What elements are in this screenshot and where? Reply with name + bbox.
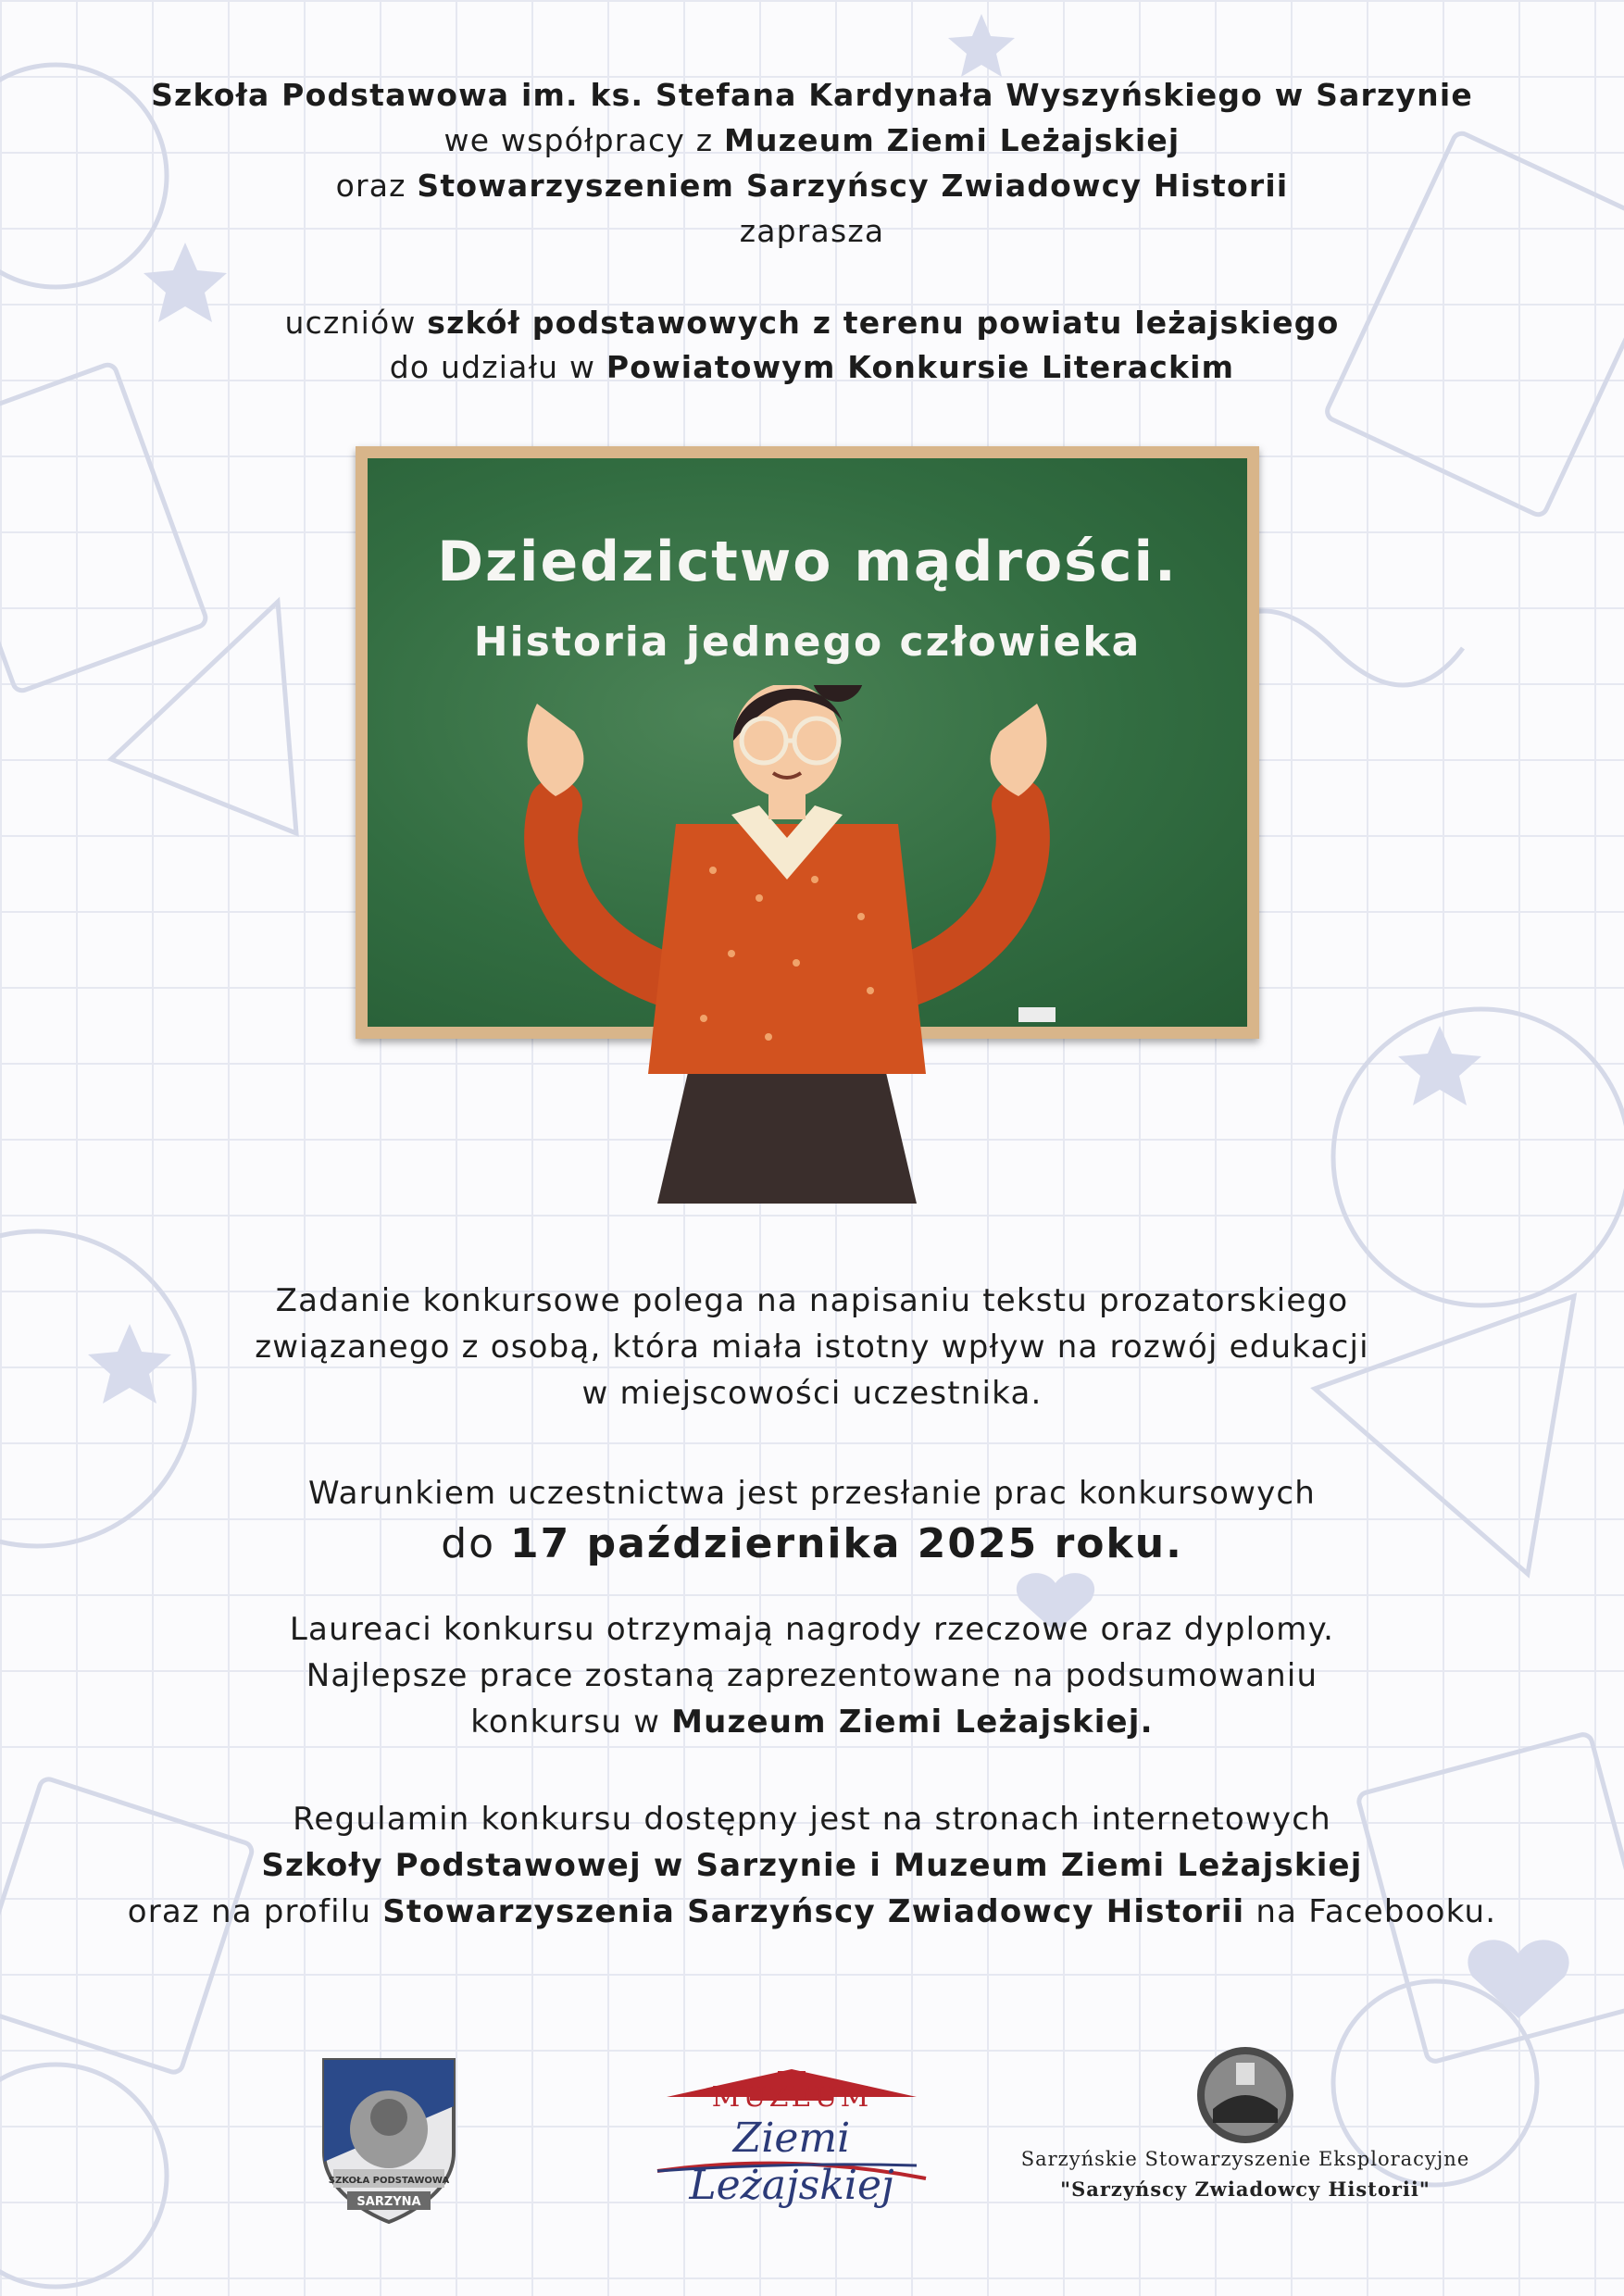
awards-line-3: konkursu w Muzeum Ziemi Leżajskiej. [470, 1703, 1154, 1741]
task-line-3: w miejscowości uczestnika. [581, 1375, 1043, 1412]
awards-line-1: Laureaci konkursu otrzymają nagrody rzeczowe oraz dyplomy. [289, 1611, 1335, 1648]
association-seal [1194, 2044, 1296, 2146]
association-name: Sarzyńskie Stowarzyszenie Eksploracyjne [1020, 2148, 1470, 2170]
invitation [0, 301, 1624, 390]
condition-line: Warunkiem uczestnictwa jest przesłanie prac konkursowych [307, 1475, 1317, 1512]
star-icon [948, 14, 1015, 77]
svg-text:SARZYNA: SARZYNA [356, 2195, 421, 2209]
invites-word: zaprasza [739, 213, 885, 249]
task-description [0, 1278, 1624, 1416]
museum-word: MUZEUM [711, 2081, 872, 2114]
heart-icon [1468, 1940, 1568, 2018]
rules-line-1: Regulamin konkursu dostępny jest na stronach internetowych [293, 1801, 1331, 1838]
invite-contest: do udziału w Powiatowym Konkursie Literackim [389, 349, 1235, 385]
museum-name: Ziemi Leżajskiej [689, 2115, 894, 2209]
contest-title: Dziedzictwo mądrości. [437, 530, 1178, 594]
deadline: do 17 października 2025 roku. [441, 1520, 1183, 1567]
awards-line-2: Najlepsze prace zostaną zaprezentowane na podsumowaniu [306, 1657, 1318, 1694]
school-logo [315, 2051, 463, 2227]
organizer-header [0, 72, 1624, 254]
participation-condition [0, 1470, 1624, 1572]
star-icon [1398, 1026, 1481, 1105]
rules-info [0, 1796, 1624, 1935]
association-line: oraz Stowarzyszeniem Sarzyńscy Zwiadowcy Historii [335, 168, 1289, 204]
task-line-1: Zadanie konkursowe polega na napisaniu tekstu prozatorskiego [275, 1282, 1349, 1319]
school-name: Szkoła Podstawowa im. ks. Stefana Kardynała Wyszyńskiego w Sarzynie [151, 77, 1473, 113]
cooperation-line: we współpracy z Muzeum Ziemi Leżajskiej [443, 122, 1181, 158]
awards-info [0, 1606, 1624, 1745]
rules-line-3: oraz na profilu Stowarzyszenia Sarzyńscy Zwiadowcy Historii na Facebooku. [127, 1893, 1497, 1930]
task-line-2: związanego z osobą, która miała istotny wpływ na rozwój edukacji [255, 1329, 1369, 1366]
invite-audience: uczniów szkół podstawowych z terenu powiatu leżajskiego [284, 305, 1340, 341]
svg-text:SZKOŁA PODSTAWOWA: SZKOŁA PODSTAWOWA [328, 2176, 450, 2186]
teacher-illustration [518, 685, 1056, 1204]
contest-subtitle: Historia jednego człowieka [473, 618, 1142, 666]
association-subname: "Sarzyńscy Zwiadowcy Historii" [1060, 2177, 1430, 2201]
rules-line-2: Szkoły Podstawowej w Sarzynie i Muzeum Ziemi Leżajskiej [261, 1847, 1363, 1884]
